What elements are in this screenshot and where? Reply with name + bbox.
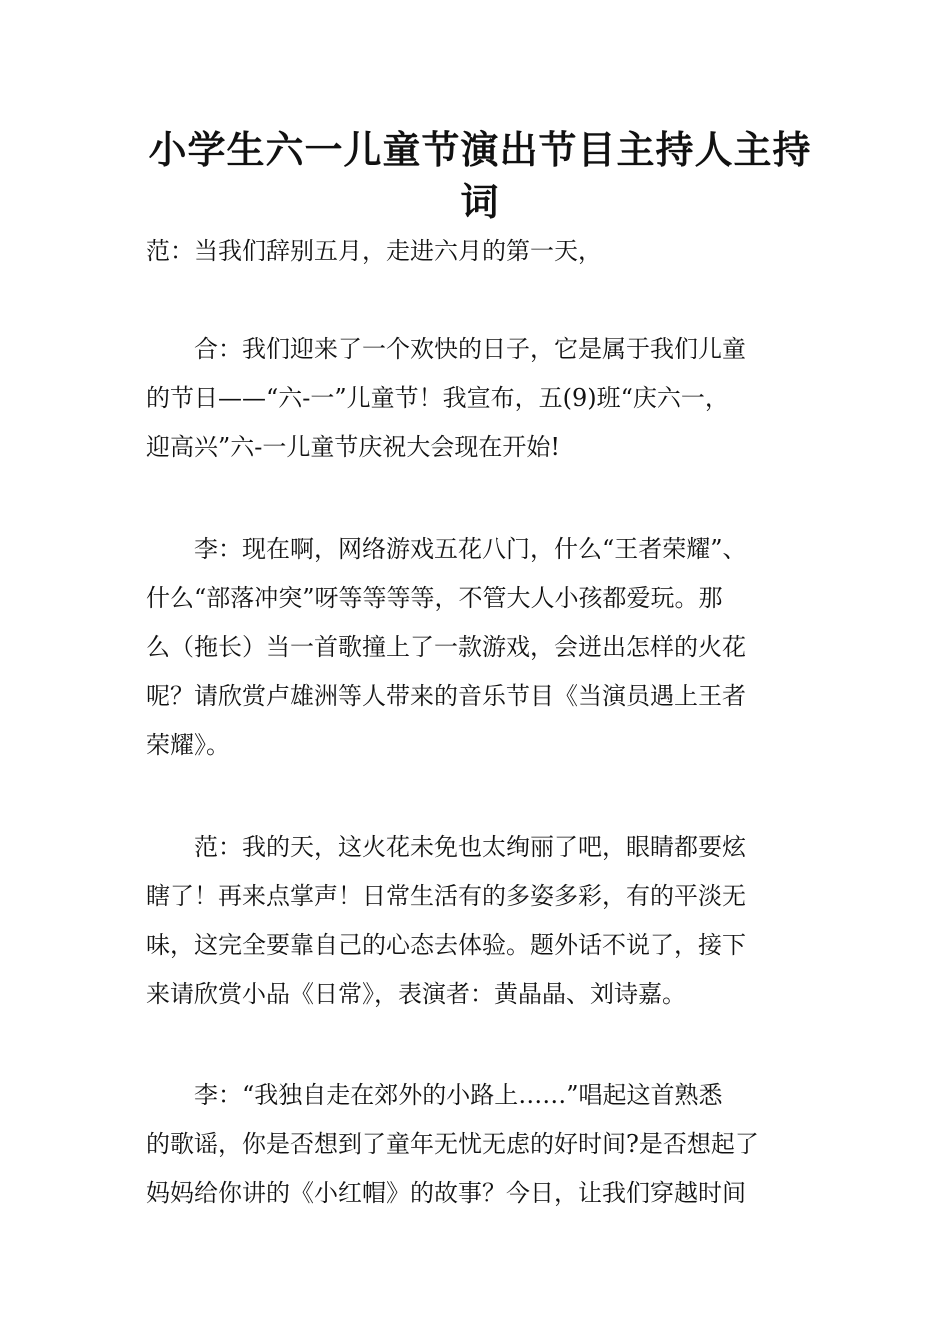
text-line: 李：现在啊，网络游戏五花八门，什么“王者荣耀”、	[146, 535, 747, 563]
text-line: 来请欣赏小品《日常》，表演者：黄晶晶、刘诗嘉。	[146, 980, 686, 1008]
text-line: 合：我们迎来了一个欢快的日子，它是属于我们儿童	[146, 335, 746, 363]
text-line: 范：当我们辞别五月，走进六月的第一天，	[146, 237, 602, 265]
document-title	[140, 124, 820, 228]
title-line-2: 词	[460, 180, 500, 224]
text-line: 的歌谣，你是否想到了童年无忧无虑的好时间?是否想起了	[146, 1130, 759, 1158]
text-line: 范：我的天，这火花未免也太绚丽了吧，眼睛都要炫	[146, 833, 746, 861]
text-line: 妈妈给你讲的《小红帽》的故事？今日，让我们穿越时间	[146, 1179, 746, 1207]
text-line: 么（拖长）当一首歌撞上了一款游戏，会迸出怎样的火花	[146, 633, 746, 661]
text-line: 瞎了！再来点掌声！日常生活有的多姿多彩，有的平淡无	[146, 882, 746, 910]
text-line: 李：“我独自走在郊外的小路上……”唱起这首熟悉	[146, 1081, 723, 1109]
text-line: 的节日——“六-一”儿童节！我宣布，五(9)班“庆六一，	[146, 384, 729, 412]
paragraph-4	[146, 823, 816, 1019]
paragraph-1	[146, 227, 816, 276]
text-line: 什么“部落冲突”呀等等等等，不管大人小孩都爱玩。那	[146, 584, 723, 612]
text-line: 味，这完全要靠自己的心态去体验。题外话不说了，接下	[146, 931, 746, 959]
paragraph-3	[146, 525, 816, 770]
text-line: 迎高兴”六-一儿童节庆祝大会现在开始!	[146, 433, 561, 461]
title-line-1: 小学生六一儿童节演出节目主持人主持	[148, 128, 812, 172]
paragraph-2	[146, 325, 816, 472]
text-line: 荣耀》。	[146, 731, 230, 759]
text-line: 呢？请欣赏卢雄洲等人带来的音乐节目《当演员遇上王者	[146, 682, 746, 710]
paragraph-5	[146, 1071, 816, 1218]
